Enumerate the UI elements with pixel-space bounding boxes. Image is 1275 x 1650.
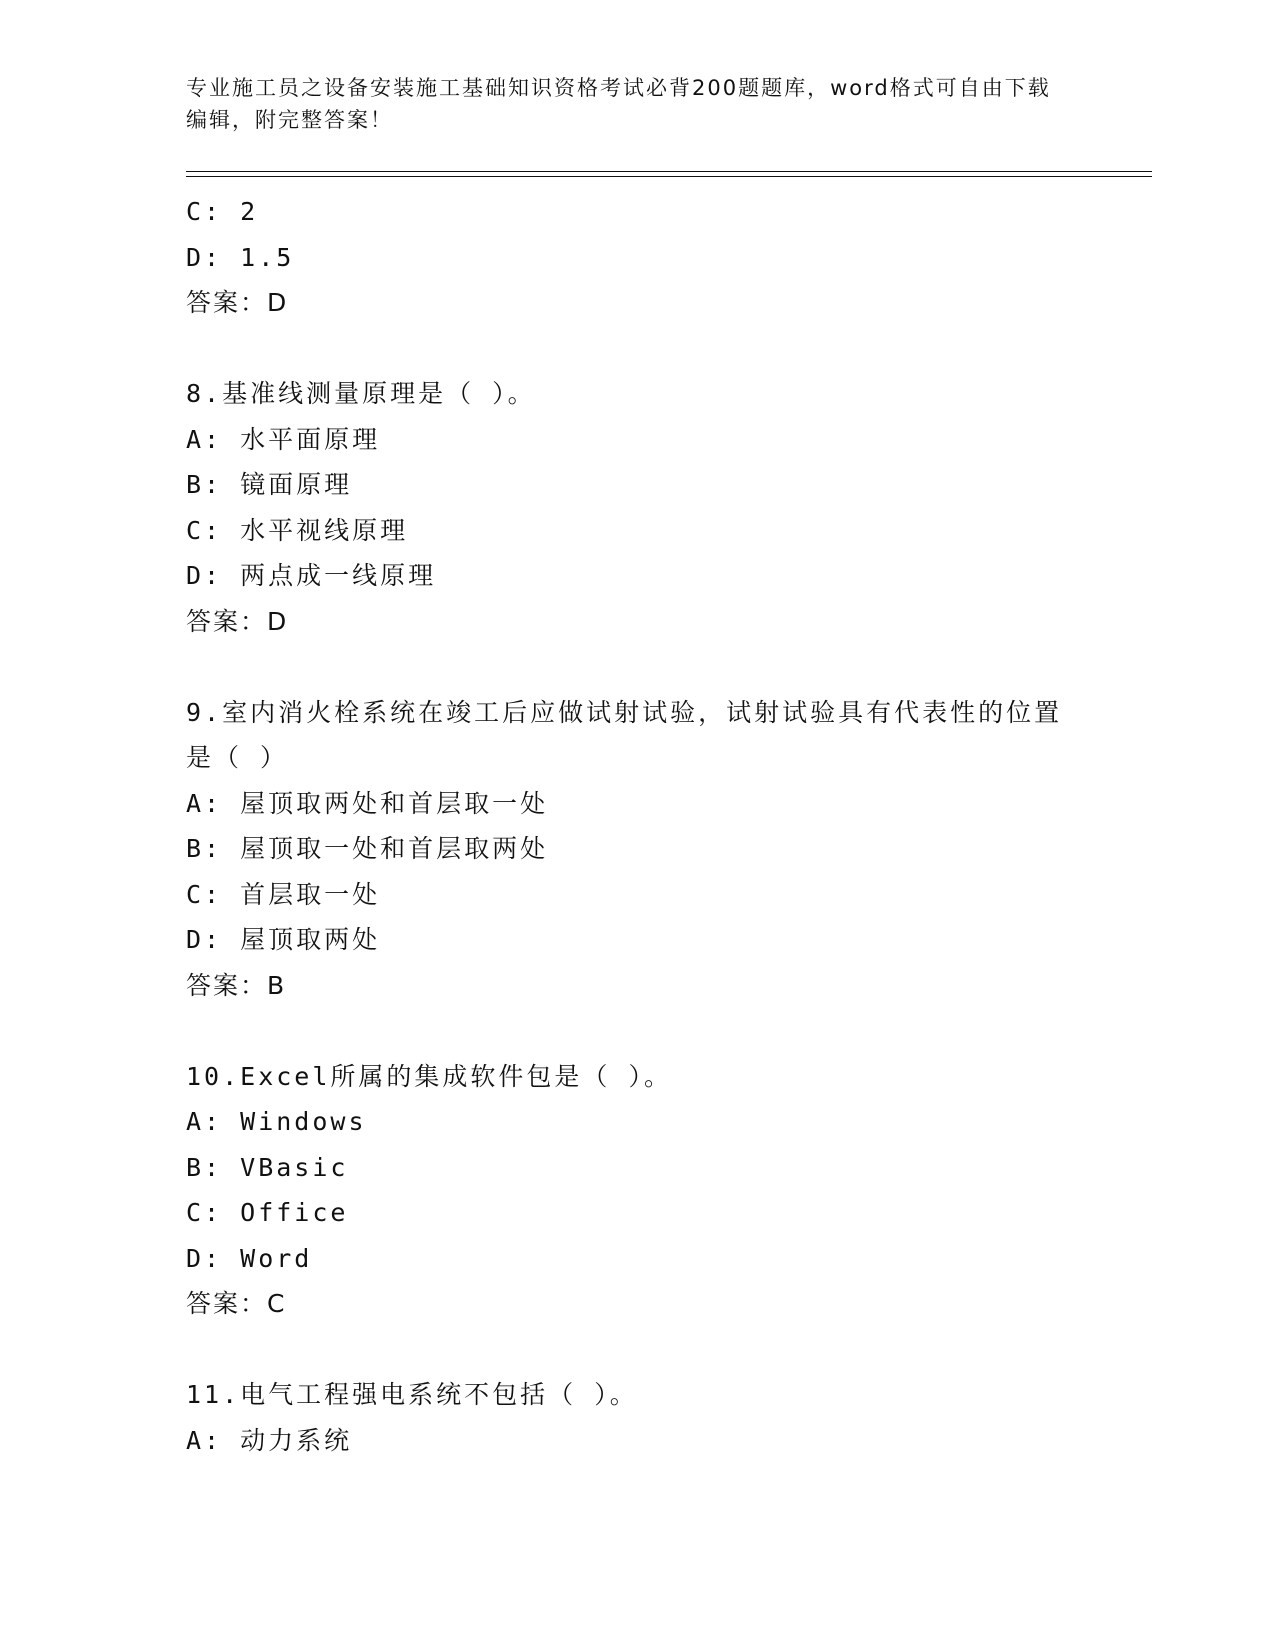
question-text: 8.基准线测量原理是（ ）。 [186, 379, 536, 408]
option-d: D: 1.5 [186, 242, 295, 272]
answer-line: 答案：B [186, 970, 287, 1000]
option-b: B: 屋顶取一处和首层取两处 [186, 834, 549, 863]
spacer [186, 326, 1152, 372]
option-d: D: 屋顶取两处 [186, 925, 381, 954]
question-10 [186, 1054, 1152, 1327]
option-c: C: Office [186, 1198, 349, 1227]
option-a: A: 动力系统 [186, 1425, 353, 1455]
document-page [186, 72, 1152, 1463]
option-c: C: 2 [186, 197, 259, 226]
option-d: D: 两点成一线原理 [186, 561, 437, 590]
option-b: B: VBasic [186, 1152, 349, 1182]
question-text: 10.Excel所属的集成软件包是（ ）。 [186, 1061, 672, 1091]
answer-line: 答案：D [186, 288, 289, 317]
question-11 [186, 1372, 1152, 1463]
header-double-rule [186, 171, 1152, 177]
question-9 [186, 690, 1152, 1009]
option-d: D: Word [186, 1243, 313, 1273]
option-b: B: 镜面原理 [186, 470, 353, 499]
answer-line: 答案：D [186, 606, 289, 636]
question-text: 9.室内消火栓系统在竣工后应做试射试验，试射试验具有代表性的位置是（ ） [186, 697, 1063, 772]
option-c: C: 水平视线原理 [186, 515, 409, 545]
question-7-tail [186, 189, 1152, 326]
spacer [186, 1008, 1152, 1054]
answer-line: 答案：C [186, 1289, 287, 1318]
option-a: A: 屋顶取两处和首层取一处 [186, 788, 549, 818]
option-c: C: 首层取一处 [186, 879, 381, 909]
document-header: 专业施工员之设备安装施工基础知识资格考试必背200题题库，word格式可自由下载编辑，附完整答案！ [186, 76, 1051, 132]
spacer [186, 1327, 1152, 1373]
question-8 [186, 371, 1152, 644]
spacer [186, 644, 1152, 690]
question-list [186, 189, 1152, 1463]
question-text: 11.电气工程强电系统不包括（ ）。 [186, 1380, 638, 1409]
option-a: A: 水平面原理 [186, 424, 381, 454]
option-a: A: Windows [186, 1107, 367, 1136]
